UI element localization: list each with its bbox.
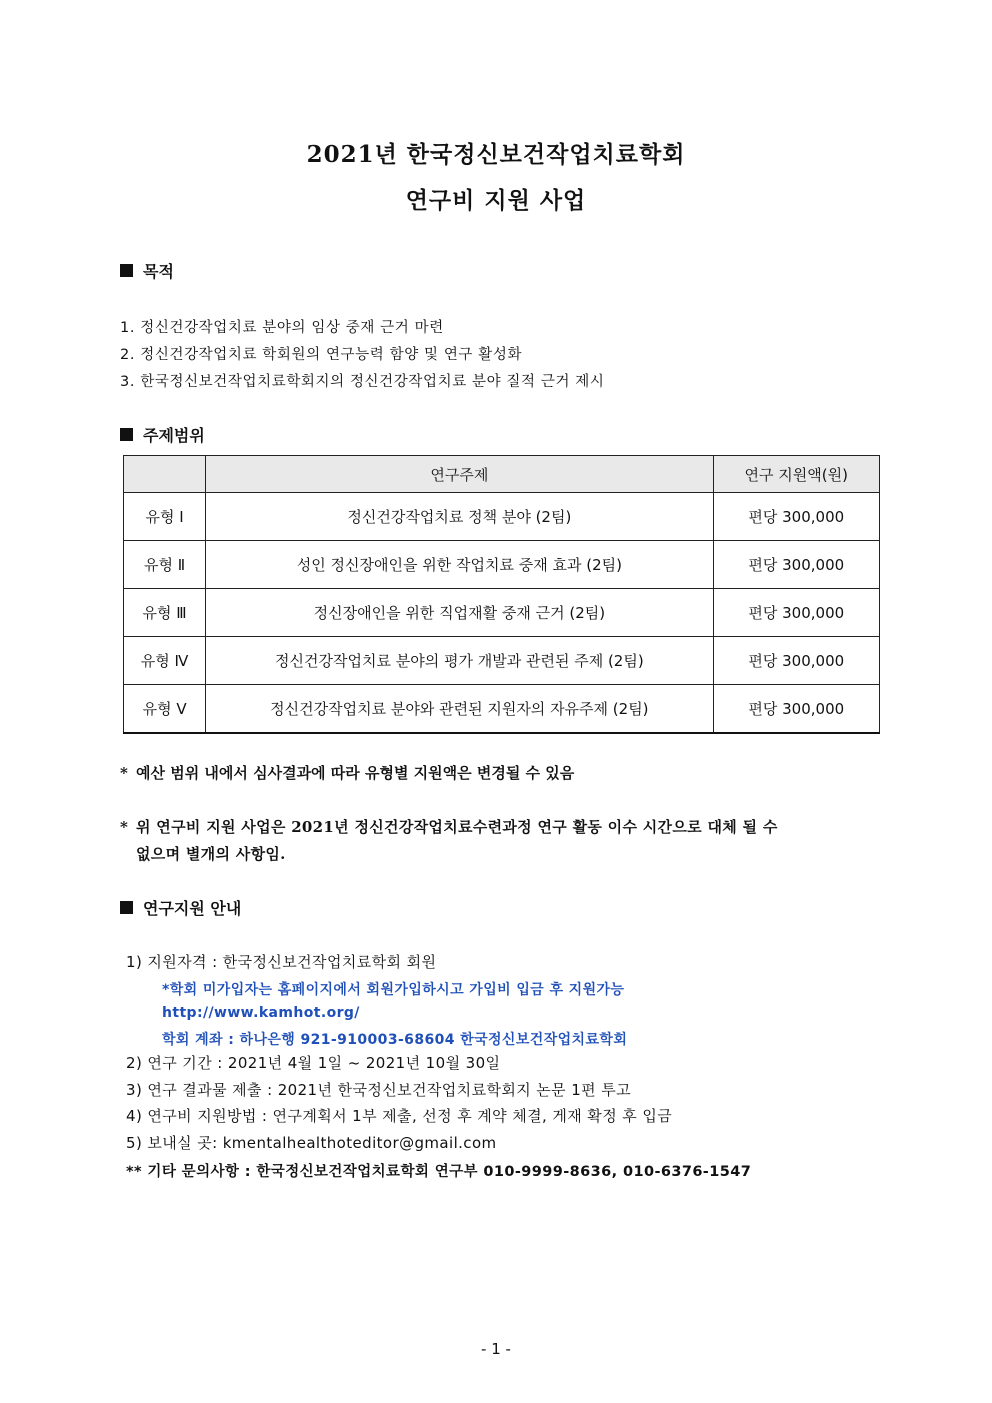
- purpose-item: 1. 정신건강작업치료 분야의 임상 중재 근거 마련: [120, 320, 444, 336]
- topic-cell: 정신건강작업치료 분야의 평가 개발과 관련된 주제 (2팀): [206, 637, 713, 685]
- type-cell: 유형 Ⅱ: [124, 541, 206, 589]
- type-cell: 유형 Ⅰ: [124, 493, 206, 541]
- table-header-cell: [124, 456, 206, 493]
- table-row: [124, 541, 880, 589]
- table-header-cell: 연구 지원액(원): [713, 456, 879, 493]
- type-cell: 유형 Ⅲ: [124, 589, 206, 637]
- guide-period: 2) 연구 기간 : 2021년 4월 1일 ~ 2021년 10월 30일: [126, 1054, 501, 1072]
- topic-cell: 정신건강작업치료 정책 분야 (2팀): [206, 493, 713, 541]
- section-heading-label: 주제범위: [143, 426, 205, 445]
- amount-cell: 편당 300,000: [713, 589, 879, 637]
- section-heading-guide: [120, 896, 241, 919]
- note-text: 예산 범위 내에서 심사결과에 따라 유형별 지원액은 변경될 수 있음: [136, 764, 575, 782]
- note-budget: [120, 762, 880, 783]
- section-heading-label: 연구지원 안내: [143, 899, 242, 918]
- square-bullet-icon: [120, 901, 133, 914]
- table-row: [124, 637, 880, 685]
- guide-eligibility: 1) 지원자격 : 한국정신보건작업치료학회 회원: [126, 953, 437, 971]
- note-star: *: [120, 764, 128, 782]
- guide-deliverable: 3) 연구 결과물 제출 : 2021년 한국정신보건작업치료학회지 논문 1편 투고: [126, 1081, 632, 1099]
- guide-eligibility-note: *학회 미가입자는 홈페이지에서 회원가입하시고 가입비 입금 후 지원가능: [162, 982, 625, 998]
- amount-cell: 편당 300,000: [713, 685, 879, 734]
- guide-payment-method: 4) 연구비 지원방법 : 연구계획서 1부 제출, 선정 후 계약 체결, 게재 확정 후 입금: [126, 1107, 673, 1125]
- website-link[interactable]: http://www.kamhot.org/: [162, 1005, 360, 1021]
- table-header-row: [124, 456, 880, 493]
- document-title: 2021년 한국정신보건작업치료학회: [306, 141, 686, 168]
- note-text: 위 연구비 지원 사업은 2021년 정신건강작업치료수련과정 연구 활동 이수 시간으로 대체 될 수: [136, 818, 778, 836]
- type-cell: 유형 Ⅳ: [124, 637, 206, 685]
- square-bullet-icon: [120, 428, 133, 441]
- table-row: [124, 685, 880, 734]
- bank-account: 학회 계좌 : 하나은행 921-910003-68604 한국정신보건작업치료학회: [162, 1032, 628, 1048]
- note-star: *: [120, 818, 129, 836]
- guide-contact: ** 기타 문의사항 : 한국정신보건작업치료학회 연구부 010-9999-8636, 010-6376-1547: [126, 1164, 752, 1180]
- amount-cell: 편당 300,000: [713, 493, 879, 541]
- document-subtitle: 연구비 지원 사업: [405, 187, 587, 214]
- section-heading-scope: [120, 423, 205, 446]
- table-row: [124, 589, 880, 637]
- page-number: - 1 -: [481, 1340, 511, 1358]
- table-header-cell: 연구주제: [206, 456, 713, 493]
- square-bullet-icon: [120, 264, 133, 277]
- topics-table: [123, 455, 880, 734]
- amount-cell: 편당 300,000: [713, 541, 879, 589]
- topic-cell: 정신건강작업치료 분야와 관련된 지원자의 자유주제 (2팀): [206, 685, 713, 734]
- section-heading-label: 목적: [143, 262, 174, 281]
- table-row: [124, 493, 880, 541]
- topic-cell: 성인 정신장애인을 위한 작업치료 중재 효과 (2팀): [206, 541, 713, 589]
- guide-submit-email[interactable]: 5) 보내실 곳: kmentalhealthoteditor@gmail.com: [126, 1134, 497, 1152]
- type-cell: 유형 Ⅴ: [124, 685, 206, 734]
- topic-cell: 정신장애인을 위한 직업재활 중재 근거 (2팀): [206, 589, 713, 637]
- note-training: [120, 816, 880, 864]
- note-text-continued: 없으며 별개의 사항임.: [136, 845, 286, 863]
- purpose-item: 2. 정신건강작업치료 학회원의 연구능력 함양 및 연구 활성화: [120, 347, 523, 363]
- amount-cell: 편당 300,000: [713, 637, 879, 685]
- purpose-item: 3. 한국정신보건작업치료학회지의 정신건강작업치료 분야 질적 근거 제시: [120, 374, 605, 390]
- section-heading-purpose: [120, 259, 174, 282]
